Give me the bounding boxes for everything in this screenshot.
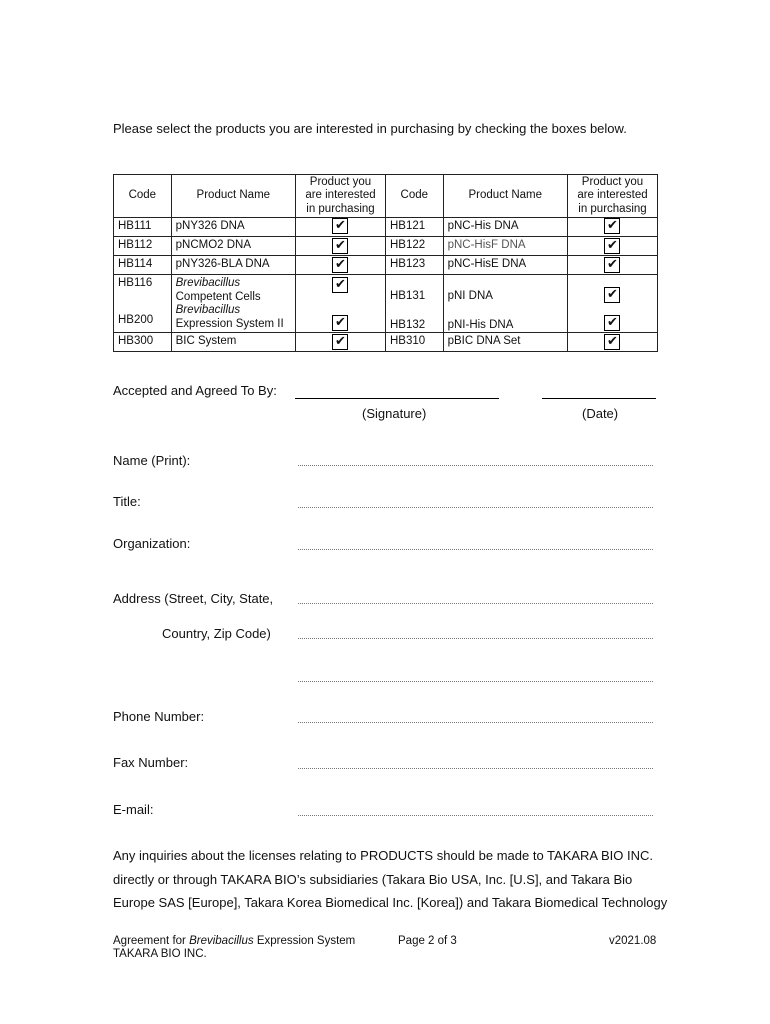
checkbox-hb123[interactable]: ✔ xyxy=(604,257,620,273)
email-label: E-mail: xyxy=(113,802,154,817)
checkbox-hb116[interactable]: ✔ xyxy=(332,277,348,293)
table-row xyxy=(114,275,658,333)
checkbox-hb131[interactable]: ✔ xyxy=(604,287,620,303)
code-cell: HB121 xyxy=(385,218,443,237)
name-cell: pNCMO2 DNA xyxy=(171,237,295,256)
table-row xyxy=(114,333,658,352)
checkbox-hb122[interactable]: ✔ xyxy=(604,238,620,254)
organization-field[interactable] xyxy=(298,549,653,550)
checkbox-hb111[interactable]: ✔ xyxy=(332,218,348,234)
address-label-2: Country, Zip Code) xyxy=(162,626,271,641)
signature-line[interactable] xyxy=(295,398,499,399)
fax-field[interactable] xyxy=(298,768,653,769)
code-cell: HB131 xyxy=(389,290,426,302)
name-cell: pBIC DNA Set xyxy=(443,333,567,352)
address-field-3[interactable] xyxy=(298,681,653,682)
table-header-row xyxy=(114,175,658,218)
footer-agreement xyxy=(113,935,355,947)
name-label: Name (Print): xyxy=(113,453,191,468)
footer-agreement-prefix: Agreement for xyxy=(113,935,190,947)
checkbox-hb132[interactable]: ✔ xyxy=(604,315,620,331)
name-italic: Brevibacillus xyxy=(175,277,241,289)
name-cell: pNC-His DNA xyxy=(443,218,567,237)
name-cell: pNI-His DNA xyxy=(447,318,514,331)
name-cell: pNC-HisE DNA xyxy=(443,256,567,275)
code-cell: HB116 xyxy=(118,277,153,289)
name-cell: pNC-HisF DNA xyxy=(443,237,567,256)
name-cell: pNY326-BLA DNA xyxy=(171,256,295,275)
name-cell: pNI DNA xyxy=(447,290,493,302)
code-cell: HB112 xyxy=(114,237,172,256)
checkbox-hb200[interactable]: ✔ xyxy=(332,315,348,331)
checkbox-hb121[interactable]: ✔ xyxy=(604,218,620,234)
name-cell: Expression System II xyxy=(175,317,284,330)
footer-company: TAKARA BIO INC. xyxy=(113,948,207,960)
organization-label: Organization: xyxy=(113,536,191,551)
code-cell: HB132 xyxy=(389,318,426,331)
accepted-label: Accepted and Agreed To By: xyxy=(113,383,277,398)
fax-label: Fax Number: xyxy=(113,755,189,770)
code-cell: HB111 xyxy=(114,218,172,237)
header-name-right: Product Name xyxy=(443,175,567,218)
paragraph-line-3: Europe SAS [Europe], Takara Korea Biomedical Inc. [Korea]) and Takara Biomedical Technology xyxy=(113,895,668,910)
email-field[interactable] xyxy=(298,815,653,816)
address-field-1[interactable] xyxy=(298,603,653,604)
date-line[interactable] xyxy=(542,398,656,399)
code-cell: HB310 xyxy=(385,333,443,352)
checkbox-hb300[interactable]: ✔ xyxy=(332,334,348,350)
address-label-1: Address (Street, City, State, xyxy=(113,591,274,606)
table-row xyxy=(114,218,658,237)
checkbox-hb114[interactable]: ✔ xyxy=(332,257,348,273)
code-cell: HB300 xyxy=(114,333,172,352)
header-interest-left: Product you are interested in purchasing xyxy=(295,175,385,218)
phone-label: Phone Number: xyxy=(113,709,205,724)
checkbox-hb310[interactable]: ✔ xyxy=(604,334,620,350)
checkbox-hb112[interactable]: ✔ xyxy=(332,238,348,254)
code-cell: HB122 xyxy=(385,237,443,256)
name-italic: Brevibacillus xyxy=(175,304,241,316)
intro-text: Please select the products you are interested in purchasing by checking the boxes below. xyxy=(113,121,627,136)
footer-agreement-suffix: Expression System xyxy=(253,935,356,947)
header-code-left: Code xyxy=(114,175,172,218)
footer-page-number: Page 2 of 3 xyxy=(398,935,457,947)
footer-agreement-italic: Brevibacillus xyxy=(189,935,254,947)
paragraph-line-1: Any inquiries about the licenses relating to PRODUCTS should be made to TAKARA BIO INC. xyxy=(113,848,653,863)
footer-version: v2021.08 xyxy=(609,935,657,947)
address-field-2[interactable] xyxy=(298,638,653,639)
header-name-left: Product Name xyxy=(171,175,295,218)
code-cell: HB123 xyxy=(385,256,443,275)
name-cell: pNY326 DNA xyxy=(171,218,295,237)
date-caption: (Date) xyxy=(582,406,619,421)
header-code-right: Code xyxy=(385,175,443,218)
title-field[interactable] xyxy=(298,507,653,508)
table-row xyxy=(114,256,658,275)
header-interest-right: Product you are interested in purchasing xyxy=(567,175,657,218)
table-row xyxy=(114,237,658,256)
phone-field[interactable] xyxy=(298,722,653,723)
name-cell: Competent Cells xyxy=(175,290,261,303)
signature-caption: (Signature) xyxy=(362,406,427,421)
code-cell: HB200 xyxy=(118,313,154,326)
name-field[interactable] xyxy=(298,465,653,466)
product-table xyxy=(113,174,658,352)
code-cell: HB114 xyxy=(114,256,172,275)
name-cell: BIC System xyxy=(171,333,295,352)
title-label: Title: xyxy=(113,494,141,509)
paragraph-line-2: directly or through TAKARA BIO’s subsidiaries (Takara Bio USA, Inc. [U.S], and Takara Bio xyxy=(113,872,633,887)
